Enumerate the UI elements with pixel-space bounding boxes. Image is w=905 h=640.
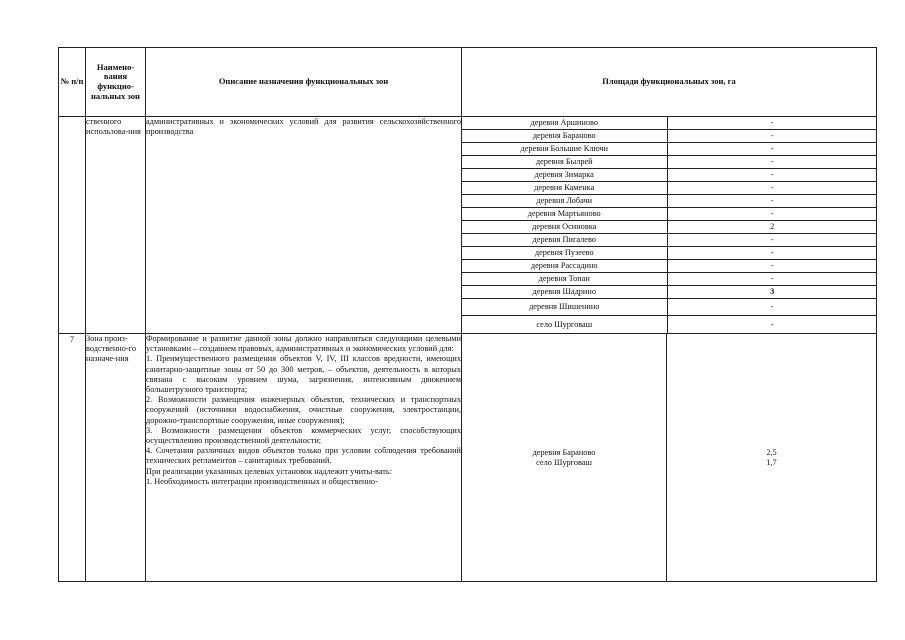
header-number: № п/п (59, 48, 86, 117)
place-name: деревня Аршиново (462, 117, 667, 130)
areas-values-cell (667, 334, 877, 582)
table-row (462, 195, 877, 208)
places-cell (462, 334, 667, 582)
table-header-row (59, 48, 877, 117)
place-name: деревня Зимарка (462, 169, 667, 182)
place-area: - (667, 273, 877, 286)
table-row-7 (59, 334, 877, 582)
place-area: 3 (667, 286, 877, 299)
place-area: - (667, 117, 877, 130)
zone-description: административных и экономических условий для развития сельскохозяйственного производства (146, 117, 462, 334)
place-area: - (667, 156, 877, 169)
place-area: - (667, 182, 877, 195)
place-area: 2 (667, 221, 877, 234)
place-name: деревня Каменка (462, 182, 667, 195)
place-name: деревня Бараново (532, 447, 596, 457)
header-description: Описание назначения функциональных зон (146, 48, 462, 117)
place-area: - (667, 169, 877, 182)
place-name: деревня Лобачи (462, 195, 667, 208)
table-row (462, 247, 877, 260)
header-zone-name: Наимено-вания функцио-нальных зон (86, 48, 146, 117)
table-row (462, 316, 877, 334)
zone-name: ственного использова-ния (86, 117, 146, 334)
functional-zones-table (58, 47, 877, 582)
table-row-continued (59, 117, 877, 334)
table-row (462, 117, 877, 130)
zone-name: Зона произ-водственно-го назначе-ния (86, 334, 146, 582)
place-area: - (667, 260, 877, 273)
place-name: село Шурговаш (462, 316, 667, 334)
place-name: деревня Рассадино (462, 260, 667, 273)
place-area: - (667, 195, 877, 208)
table-row (462, 260, 877, 273)
table-row (462, 208, 877, 221)
table-row (462, 182, 877, 195)
table-row (462, 169, 877, 182)
place-name: деревня Большие Ключи (462, 143, 667, 156)
place-area: - (667, 143, 877, 156)
place-area: 2,5 (766, 447, 777, 457)
table-row (462, 234, 877, 247)
place-name: деревня Пузеево (462, 247, 667, 260)
place-name: деревня Бараново (462, 130, 667, 143)
table-row (462, 156, 877, 169)
table-row (462, 299, 877, 316)
place-area: - (667, 234, 877, 247)
table-row (462, 286, 877, 299)
place-area: - (667, 130, 877, 143)
table-row (462, 273, 877, 286)
row-number: 7 (59, 334, 86, 582)
description-paragraph: 2. Возможности размещения инженерных объектов, технических и транспортных сооружений (источники водоснабжения, очистные сооружения, электростанции, дорожно-транспортные сооружения, иные сооружения); (146, 395, 461, 425)
row-number (59, 117, 86, 334)
place-name: село Шурговаш (536, 457, 592, 467)
place-name: деревня Осиновка (462, 221, 667, 234)
description-paragraph: При реализации указанных целевых установок надлежит учиты-вать: (146, 466, 393, 476)
place-name: деревня Былрей (462, 156, 667, 169)
place-area: - (667, 299, 877, 316)
place-name: деревня Шадрино (462, 286, 667, 299)
table-row (462, 221, 877, 234)
areas-cell (462, 117, 877, 334)
place-area: 1,7 (766, 457, 777, 467)
header-areas: Площади функциональных зон, га (462, 48, 877, 117)
place-area: - (667, 247, 877, 260)
description-paragraph: 1. Необходимость интеграции производственных и общественно- (146, 476, 378, 486)
place-name: деревня Пигалево (462, 234, 667, 247)
description-paragraph: 1. Преимущественного размещения объектов V, IV, III классов вредности, имеющих санитарно-защитные зоны от 50 до 300 метров, – объектов, деятельность в которых связана с высоким уровнем шума, загрязнения, интенсивным движением большегрузного транспорта; (146, 354, 461, 395)
table-row (462, 130, 877, 143)
place-area: - (770, 320, 774, 329)
place-area: - (667, 208, 877, 221)
zone-description (146, 334, 462, 582)
description-paragraph: Формирование и развитие данной зоны должно направляться следующими целевыми установками – созданием правовых, административных и экономических условий для: (146, 334, 461, 354)
areas-subtable (462, 117, 877, 333)
place-name: деревня Топан (462, 273, 667, 286)
place-name: деревня Шишенино (462, 299, 667, 316)
description-paragraph: 3. Возможности размещения объектов коммерческих услуг, способствующих осуществлению производственной деятельности; (146, 425, 461, 446)
place-name: деревня Мартьяново (462, 208, 667, 221)
description-paragraph: 4. Сочетания различных видов объектов только при условии соблюдения требований технических регламентов – санитарных требований. (146, 446, 461, 466)
table-row (462, 143, 877, 156)
